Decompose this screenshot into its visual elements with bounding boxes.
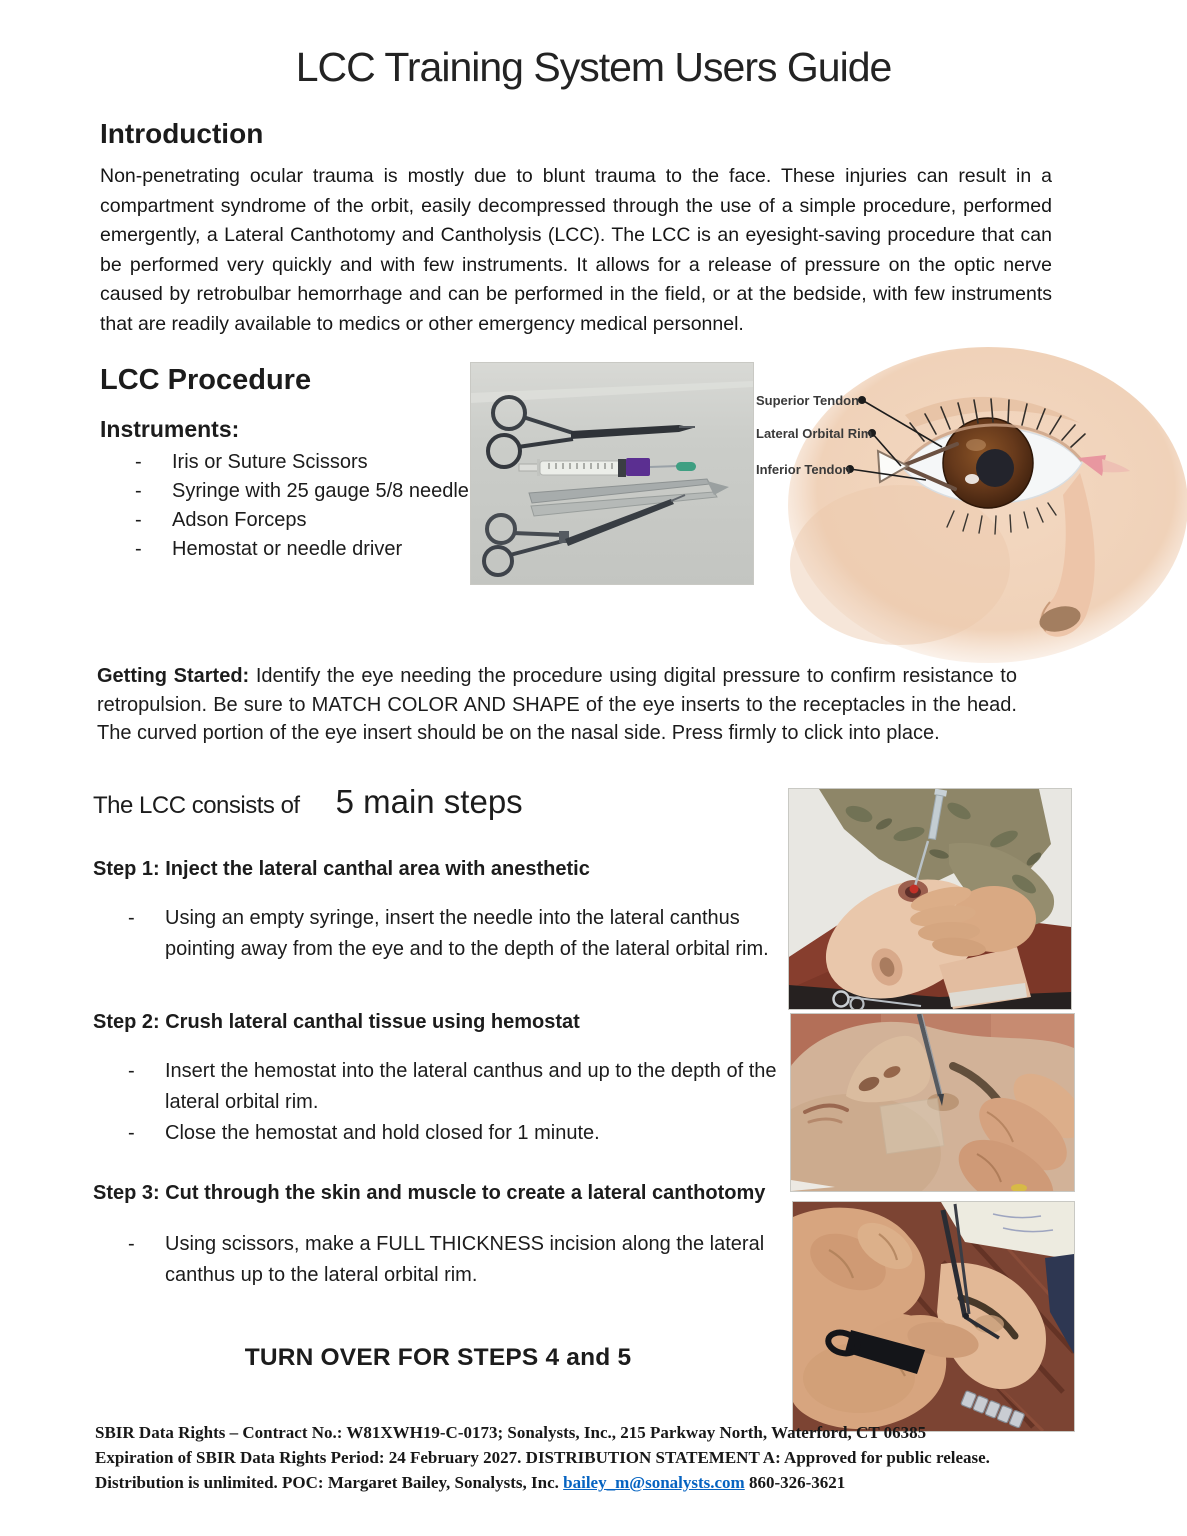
label-inferior-tendon: Inferior Tendon	[756, 462, 851, 477]
step1-bullet: Using an empty syringe, insert the needle into the lateral canthus pointing away from the eye and to the depth of the lateral orbital rim.	[165, 907, 769, 960]
instrument-name: Iris or Suture Scissors	[172, 451, 368, 473]
instruments-label: Instruments:	[100, 416, 240, 442]
footer-line1: SBIR Data Rights – Contract No.: W81XWH19-C-0173; Sonalysts, Inc., 215 Parkway North, Waterford, CT 06385	[95, 1423, 927, 1442]
step3-heading: Step 3: Cut through the skin and muscle to create a lateral canthotomy	[93, 1182, 766, 1204]
steps-intro-prefix: The LCC consists of	[93, 792, 300, 819]
lcc-procedure-heading: LCC Procedure	[100, 364, 312, 396]
step3-bullets	[128, 1229, 777, 1291]
step2-bullets	[128, 1056, 777, 1149]
step2-bullet: Insert the hemostat into the lateral canthus and up to the depth of the lateral orbital rim.	[165, 1060, 777, 1113]
contact-email-link[interactable]: bailey_m@sonalysts.com	[563, 1473, 745, 1492]
bullet-dash	[135, 535, 172, 564]
list-item	[128, 1056, 777, 1118]
instruments-photo-graphic	[471, 363, 753, 584]
getting-started-paragraph	[97, 662, 1017, 748]
bullet-dash	[135, 477, 172, 506]
page-title: LCC Training System Users Guide	[295, 44, 892, 90]
eye-anatomy-graphic	[750, 345, 1187, 663]
footer	[95, 1420, 1005, 1495]
label-lateral-orbital-rim: Lateral Orbital Rim	[756, 426, 873, 441]
label-superior-tendon: Superior Tendon	[756, 393, 860, 408]
step3-bullet: Using scissors, make a FULL THICKNESS incision along the lateral canthus up to the lateral orbital rim.	[165, 1233, 765, 1286]
instruments-photo	[470, 362, 754, 585]
step2-photo	[790, 1013, 1075, 1192]
instruments-list	[135, 448, 469, 564]
steps-intro	[93, 783, 523, 821]
step1-bullets	[128, 903, 777, 965]
step3-photo	[792, 1201, 1075, 1432]
instrument-name: Syringe with 25 gauge 5/8 needle	[172, 480, 469, 502]
bullet-dash	[128, 1229, 165, 1291]
contact-phone: 860-326-3621	[744, 1473, 846, 1492]
bullet-dash	[135, 448, 172, 477]
bullet-dash	[128, 1118, 165, 1149]
turn-over-note: TURN OVER FOR STEPS 4 and 5	[244, 1344, 632, 1371]
step1-photo	[788, 788, 1072, 1010]
introduction-paragraph: Non-penetrating ocular trauma is mostly due to blunt trauma to the face. These injuries can result in a compartment syndrome of the orbit, easily decompressed through the use of a simple procedure, performed emergently, a Lateral Canthotomy and Cantholysis (LCC). The LCC is an eyesight-saving procedure that can be performed very quickly and with few instruments. It allows for a release of pressure on the optic nerve caused by retrobulbar hemorrhage and can be performed in the field, or at the bedside, with few instruments that are readily available to medics or other emergency medical personnel.	[100, 165, 1052, 335]
footer-line2: Expiration of SBIR Data Rights Period: 24 February 2027. DISTRIBUTION STATEMENT A: Approved for public release.	[95, 1448, 990, 1467]
getting-started-label: Getting Started:	[97, 665, 250, 687]
bullet-dash	[135, 506, 172, 535]
eye-anatomy-diagram	[750, 345, 1187, 663]
step1-photo-graphic	[789, 789, 1071, 1009]
step2-heading: Step 2: Crush lateral canthal tissue using hemostat	[93, 1011, 580, 1033]
bullet-dash	[128, 903, 165, 965]
list-item	[135, 448, 469, 477]
step3-photo-graphic	[793, 1202, 1074, 1431]
list-item	[128, 1229, 777, 1291]
footer-line3	[95, 1470, 1005, 1495]
list-item	[128, 903, 777, 965]
introduction-heading: Introduction	[100, 118, 264, 149]
list-item	[135, 477, 469, 506]
instrument-name: Adson Forceps	[172, 509, 307, 531]
list-item	[135, 535, 469, 564]
instrument-name: Hemostat or needle driver	[172, 538, 403, 560]
bullet-dash	[128, 1056, 165, 1118]
steps-intro-highlight: 5 main steps	[335, 783, 523, 820]
list-item	[135, 506, 469, 535]
getting-started-body: Identify the eye needing the procedure using digital pressure to confirm resistance to retropulsion. Be sure to MATCH COLOR AND SHAPE of the eye inserts to the receptacles in the head. The curved portion of the eye insert should be on the nasal side. Press firmly to click into place.	[97, 665, 1017, 744]
list-item	[128, 1118, 777, 1149]
step1-heading: Step 1: Inject the lateral canthal area with anesthetic	[93, 858, 590, 880]
step2-photo-graphic	[791, 1014, 1074, 1191]
step2-bullet: Close the hemostat and hold closed for 1 minute.	[165, 1122, 600, 1144]
footer-line3-text: Distribution is unlimited. POC: Margaret Bailey, Sonalysts, Inc.	[95, 1473, 564, 1492]
